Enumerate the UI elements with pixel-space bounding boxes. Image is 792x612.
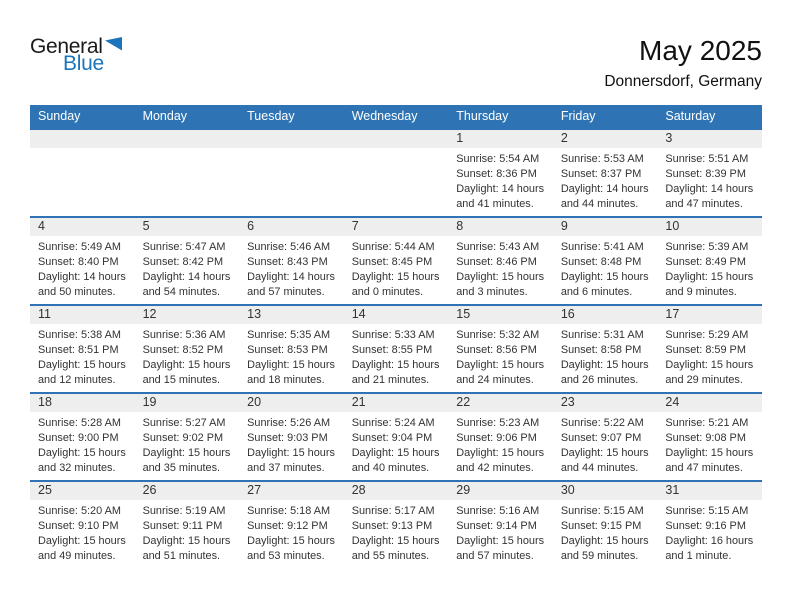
day-detail-line: and 18 minutes. xyxy=(247,374,325,386)
day-details xyxy=(344,500,449,564)
calendar-day-cell xyxy=(657,393,762,481)
day-detail-line: Sunset: 8:40 PM xyxy=(38,256,119,268)
calendar-day-cell xyxy=(239,393,344,481)
day-details xyxy=(448,324,553,388)
day-detail-line: Sunrise: 5:24 AM xyxy=(351,417,435,429)
day-number: 15 xyxy=(448,306,553,324)
day-detail-line: Sunrise: 5:35 AM xyxy=(247,329,331,341)
day-detail-line: Sunset: 8:56 PM xyxy=(456,344,537,356)
day-detail-line: and 51 minutes. xyxy=(142,550,221,562)
page-header xyxy=(0,0,792,105)
day-detail-line: and 37 minutes. xyxy=(247,462,325,474)
day-detail-line: Daylight: 15 hours xyxy=(560,535,649,547)
calendar-day-cell xyxy=(657,217,762,305)
day-detail-line: and 32 minutes. xyxy=(38,462,116,474)
day-details xyxy=(553,148,658,212)
day-header-thursday: Thursday xyxy=(448,105,553,129)
calendar-empty-cell xyxy=(344,129,449,217)
day-header-wednesday: Wednesday xyxy=(344,105,449,129)
logo-triangle-icon xyxy=(105,37,122,51)
calendar-empty-cell xyxy=(30,129,135,217)
day-detail-line: Sunrise: 5:47 AM xyxy=(142,241,226,253)
day-detail-line: Sunset: 8:49 PM xyxy=(665,256,746,268)
day-detail-line: Sunset: 8:37 PM xyxy=(560,168,642,180)
day-detail-line: Sunrise: 5:32 AM xyxy=(456,329,540,341)
calendar-empty-cell xyxy=(239,129,344,217)
calendar-day-cell xyxy=(239,305,344,393)
day-detail-line: Daylight: 15 hours xyxy=(351,359,440,371)
day-detail-line: Sunrise: 5:54 AM xyxy=(456,153,540,165)
day-details xyxy=(135,500,240,564)
day-detail-line: Sunset: 8:59 PM xyxy=(665,344,746,356)
day-number xyxy=(135,130,240,148)
day-detail-line: Daylight: 15 hours xyxy=(351,535,440,547)
day-detail-line: Daylight: 14 hours xyxy=(38,271,126,283)
day-details xyxy=(657,236,762,300)
day-number: 13 xyxy=(239,306,344,324)
day-detail-line: Sunset: 9:08 PM xyxy=(665,432,746,444)
day-detail-line: Sunset: 8:46 PM xyxy=(456,256,537,268)
day-number: 22 xyxy=(448,394,553,412)
day-number: 6 xyxy=(239,218,344,236)
day-number: 25 xyxy=(30,482,135,500)
title-block xyxy=(604,36,762,91)
day-detail-line: Daylight: 15 hours xyxy=(247,359,335,371)
day-details xyxy=(553,236,658,300)
day-number: 23 xyxy=(553,394,658,412)
calendar-day-cell xyxy=(448,393,553,481)
logo-text-general: General xyxy=(30,35,103,58)
day-detail-line: Sunset: 9:11 PM xyxy=(142,520,223,532)
day-details xyxy=(448,500,553,564)
calendar-day-cell xyxy=(239,481,344,569)
calendar-day-cell xyxy=(30,481,135,569)
day-detail-line: Sunset: 9:07 PM xyxy=(560,432,642,444)
day-detail-line: and 3 minutes. xyxy=(456,286,528,298)
day-detail-line: Sunrise: 5:29 AM xyxy=(665,329,749,341)
day-number xyxy=(239,130,344,148)
day-detail-line: and 35 minutes. xyxy=(142,462,221,474)
day-details xyxy=(553,324,658,388)
day-detail-line: Daylight: 14 hours xyxy=(665,183,754,195)
calendar-day-cell xyxy=(448,129,553,217)
day-detail-line: Sunset: 8:53 PM xyxy=(247,344,328,356)
day-detail-line: Sunset: 9:00 PM xyxy=(38,432,119,444)
day-detail-line: Sunrise: 5:18 AM xyxy=(247,505,331,517)
day-details xyxy=(657,500,762,564)
day-number: 3 xyxy=(657,130,762,148)
day-detail-line: Daylight: 15 hours xyxy=(560,359,649,371)
calendar-day-cell xyxy=(553,305,658,393)
day-detail-line: Sunrise: 5:21 AM xyxy=(665,417,749,429)
calendar-day-cell xyxy=(553,481,658,569)
day-detail-line: and 12 minutes. xyxy=(38,374,116,386)
day-details xyxy=(344,412,449,476)
day-detail-line: Daylight: 14 hours xyxy=(247,271,335,283)
calendar-day-cell xyxy=(553,393,658,481)
day-detail-line: and 53 minutes. xyxy=(247,550,325,562)
day-detail-line: Daylight: 15 hours xyxy=(351,271,440,283)
day-detail-line: Sunrise: 5:31 AM xyxy=(560,329,644,341)
day-detail-line: Sunrise: 5:43 AM xyxy=(456,241,540,253)
calendar-day-cell xyxy=(344,217,449,305)
day-detail-line: Sunrise: 5:26 AM xyxy=(247,417,331,429)
day-detail-line: Sunset: 8:58 PM xyxy=(560,344,642,356)
day-header-sunday: Sunday xyxy=(30,105,135,129)
day-details xyxy=(553,500,658,564)
calendar-week-row xyxy=(30,481,762,569)
day-details xyxy=(30,412,135,476)
day-detail-line: Sunrise: 5:27 AM xyxy=(142,417,226,429)
day-detail-line: Daylight: 15 hours xyxy=(665,447,754,459)
day-number: 7 xyxy=(344,218,449,236)
day-details xyxy=(30,236,135,300)
day-detail-line: and 54 minutes. xyxy=(142,286,221,298)
day-details xyxy=(239,324,344,388)
calendar-table xyxy=(30,105,762,569)
day-header-saturday: Saturday xyxy=(657,105,762,129)
calendar-day-cell xyxy=(30,393,135,481)
day-detail-line: Sunrise: 5:39 AM xyxy=(665,241,749,253)
day-detail-line: Sunrise: 5:19 AM xyxy=(142,505,226,517)
day-number: 18 xyxy=(30,394,135,412)
day-detail-line: and 21 minutes. xyxy=(351,374,430,386)
day-details xyxy=(448,236,553,300)
calendar-week-row xyxy=(30,393,762,481)
day-detail-line: Sunset: 9:16 PM xyxy=(665,520,746,532)
day-detail-line: and 44 minutes. xyxy=(560,462,639,474)
day-detail-line: Sunset: 9:12 PM xyxy=(247,520,328,532)
day-detail-line: Sunrise: 5:23 AM xyxy=(456,417,540,429)
calendar-day-cell xyxy=(344,393,449,481)
day-detail-line: and 50 minutes. xyxy=(38,286,116,298)
day-details xyxy=(135,236,240,300)
day-number: 12 xyxy=(135,306,240,324)
day-detail-line: Sunset: 8:51 PM xyxy=(38,344,119,356)
day-detail-line: Sunset: 9:03 PM xyxy=(247,432,328,444)
day-detail-line: Sunrise: 5:38 AM xyxy=(38,329,121,341)
day-details xyxy=(239,500,344,564)
day-details xyxy=(657,324,762,388)
day-detail-line: Sunset: 9:04 PM xyxy=(351,432,433,444)
calendar-day-cell xyxy=(657,129,762,217)
calendar-day-cell xyxy=(135,217,240,305)
day-header-friday: Friday xyxy=(553,105,658,129)
day-number: 27 xyxy=(239,482,344,500)
day-detail-line: and 42 minutes. xyxy=(456,462,534,474)
day-number: 24 xyxy=(657,394,762,412)
day-detail-line: Sunset: 9:06 PM xyxy=(456,432,537,444)
calendar-day-cell xyxy=(657,481,762,569)
day-detail-line: Daylight: 15 hours xyxy=(142,535,231,547)
day-detail-line: Sunrise: 5:51 AM xyxy=(665,153,749,165)
day-header-tuesday: Tuesday xyxy=(239,105,344,129)
calendar-day-cell xyxy=(448,305,553,393)
calendar-day-cell xyxy=(448,481,553,569)
day-detail-line: Sunrise: 5:16 AM xyxy=(456,505,540,517)
day-details xyxy=(30,324,135,388)
day-detail-line: Daylight: 15 hours xyxy=(560,271,649,283)
calendar-day-cell xyxy=(344,305,449,393)
day-detail-line: and 57 minutes. xyxy=(456,550,534,562)
calendar-day-cell xyxy=(135,393,240,481)
day-number: 2 xyxy=(553,130,658,148)
day-detail-line: Sunset: 9:15 PM xyxy=(560,520,642,532)
day-detail-line: Daylight: 15 hours xyxy=(456,359,545,371)
day-details xyxy=(135,412,240,476)
day-detail-line: Sunrise: 5:53 AM xyxy=(560,153,644,165)
day-detail-line: Daylight: 15 hours xyxy=(142,447,231,459)
day-details xyxy=(553,412,658,476)
day-detail-line: Sunset: 9:02 PM xyxy=(142,432,224,444)
day-number: 4 xyxy=(30,218,135,236)
calendar-day-cell xyxy=(553,129,658,217)
day-details xyxy=(135,324,240,388)
day-detail-line: Daylight: 15 hours xyxy=(665,271,754,283)
day-header-monday: Monday xyxy=(135,105,240,129)
day-detail-line: Daylight: 15 hours xyxy=(247,447,335,459)
day-detail-line: Sunrise: 5:49 AM xyxy=(38,241,121,253)
calendar-week-row xyxy=(30,217,762,305)
day-details xyxy=(657,148,762,212)
day-details xyxy=(448,148,553,212)
general-blue-logo xyxy=(30,36,122,74)
day-detail-line: and 0 minutes. xyxy=(351,286,424,298)
day-detail-line: and 29 minutes. xyxy=(665,374,743,386)
day-detail-line: Daylight: 16 hours xyxy=(665,535,754,547)
day-detail-line: Sunrise: 5:15 AM xyxy=(665,505,749,517)
calendar-day-cell xyxy=(344,481,449,569)
day-details xyxy=(657,412,762,476)
day-number: 9 xyxy=(553,218,658,236)
day-number xyxy=(344,130,449,148)
day-detail-line: Sunset: 8:36 PM xyxy=(456,168,537,180)
month-title: May 2025 xyxy=(639,35,762,66)
day-detail-line: Daylight: 15 hours xyxy=(456,447,545,459)
day-number: 19 xyxy=(135,394,240,412)
day-details xyxy=(448,412,553,476)
day-number xyxy=(30,130,135,148)
day-number: 21 xyxy=(344,394,449,412)
day-details xyxy=(239,236,344,300)
day-number: 11 xyxy=(30,306,135,324)
calendar-day-cell xyxy=(30,305,135,393)
day-detail-line: Daylight: 15 hours xyxy=(38,535,126,547)
calendar-empty-cell xyxy=(135,129,240,217)
day-detail-line: Sunrise: 5:20 AM xyxy=(38,505,121,517)
day-detail-line: Daylight: 15 hours xyxy=(456,271,545,283)
day-detail-line: Daylight: 14 hours xyxy=(142,271,231,283)
logo-text-blue: Blue xyxy=(63,52,104,75)
day-details xyxy=(239,412,344,476)
calendar-day-cell xyxy=(448,217,553,305)
day-detail-line: Sunrise: 5:22 AM xyxy=(560,417,644,429)
day-detail-line: and 55 minutes. xyxy=(351,550,430,562)
day-detail-line: Sunset: 8:48 PM xyxy=(560,256,642,268)
day-detail-line: Sunset: 9:14 PM xyxy=(456,520,537,532)
day-number: 28 xyxy=(344,482,449,500)
day-detail-line: and 47 minutes. xyxy=(665,198,743,210)
day-detail-line: Daylight: 15 hours xyxy=(560,447,649,459)
calendar-day-cell xyxy=(657,305,762,393)
day-detail-line: Daylight: 15 hours xyxy=(247,535,335,547)
day-detail-line: Sunset: 8:43 PM xyxy=(247,256,328,268)
day-detail-line: Daylight: 15 hours xyxy=(351,447,440,459)
day-detail-line: and 9 minutes. xyxy=(665,286,737,298)
day-detail-line: Sunset: 8:39 PM xyxy=(665,168,746,180)
calendar-week-row xyxy=(30,129,762,217)
day-detail-line: Sunrise: 5:46 AM xyxy=(247,241,331,253)
day-details xyxy=(344,236,449,300)
day-number: 8 xyxy=(448,218,553,236)
day-detail-line: Sunset: 8:45 PM xyxy=(351,256,433,268)
day-detail-line: Daylight: 15 hours xyxy=(38,359,126,371)
day-detail-line: Sunrise: 5:15 AM xyxy=(560,505,644,517)
location-subtitle: Donnersdorf, Germany xyxy=(604,73,762,91)
day-detail-line: and 26 minutes. xyxy=(560,374,639,386)
day-number: 20 xyxy=(239,394,344,412)
day-detail-line: and 59 minutes. xyxy=(560,550,639,562)
day-detail-line: Sunrise: 5:44 AM xyxy=(351,241,435,253)
day-detail-line: and 24 minutes. xyxy=(456,374,534,386)
day-details xyxy=(30,500,135,564)
calendar-day-cell xyxy=(135,481,240,569)
day-detail-line: Daylight: 15 hours xyxy=(665,359,754,371)
day-number: 17 xyxy=(657,306,762,324)
day-number: 16 xyxy=(553,306,658,324)
day-detail-line: and 15 minutes. xyxy=(142,374,221,386)
day-detail-line: Sunrise: 5:36 AM xyxy=(142,329,226,341)
day-number: 26 xyxy=(135,482,240,500)
calendar-day-cell xyxy=(30,217,135,305)
day-detail-line: Sunrise: 5:33 AM xyxy=(351,329,435,341)
day-detail-line: Sunrise: 5:28 AM xyxy=(38,417,121,429)
day-number: 30 xyxy=(553,482,658,500)
day-number: 10 xyxy=(657,218,762,236)
day-detail-line: and 40 minutes. xyxy=(351,462,430,474)
day-detail-line: and 41 minutes. xyxy=(456,198,534,210)
day-detail-line: Sunrise: 5:17 AM xyxy=(351,505,435,517)
day-detail-line: and 47 minutes. xyxy=(665,462,743,474)
day-detail-line: Daylight: 14 hours xyxy=(560,183,649,195)
day-detail-line: Sunset: 8:52 PM xyxy=(142,344,224,356)
day-detail-line: and 1 minute. xyxy=(665,550,732,562)
day-detail-line: and 6 minutes. xyxy=(560,286,633,298)
day-detail-line: and 44 minutes. xyxy=(560,198,639,210)
day-detail-line: and 57 minutes. xyxy=(247,286,325,298)
day-detail-line: Sunset: 8:42 PM xyxy=(142,256,224,268)
day-detail-line: Daylight: 14 hours xyxy=(456,183,545,195)
day-number: 31 xyxy=(657,482,762,500)
day-of-week-header-row xyxy=(30,105,762,129)
day-detail-line: Sunset: 9:13 PM xyxy=(351,520,433,532)
day-detail-line: Daylight: 15 hours xyxy=(142,359,231,371)
day-detail-line: Sunrise: 5:41 AM xyxy=(560,241,644,253)
day-number: 29 xyxy=(448,482,553,500)
calendar-day-cell xyxy=(239,217,344,305)
day-details xyxy=(344,324,449,388)
day-detail-line: Sunset: 9:10 PM xyxy=(38,520,119,532)
day-detail-line: Sunset: 8:55 PM xyxy=(351,344,433,356)
calendar-week-row xyxy=(30,305,762,393)
day-detail-line: Daylight: 15 hours xyxy=(38,447,126,459)
calendar-day-cell xyxy=(135,305,240,393)
day-number: 5 xyxy=(135,218,240,236)
day-detail-line: and 49 minutes. xyxy=(38,550,116,562)
day-detail-line: Daylight: 15 hours xyxy=(456,535,545,547)
day-number: 14 xyxy=(344,306,449,324)
day-number: 1 xyxy=(448,130,553,148)
calendar-day-cell xyxy=(553,217,658,305)
